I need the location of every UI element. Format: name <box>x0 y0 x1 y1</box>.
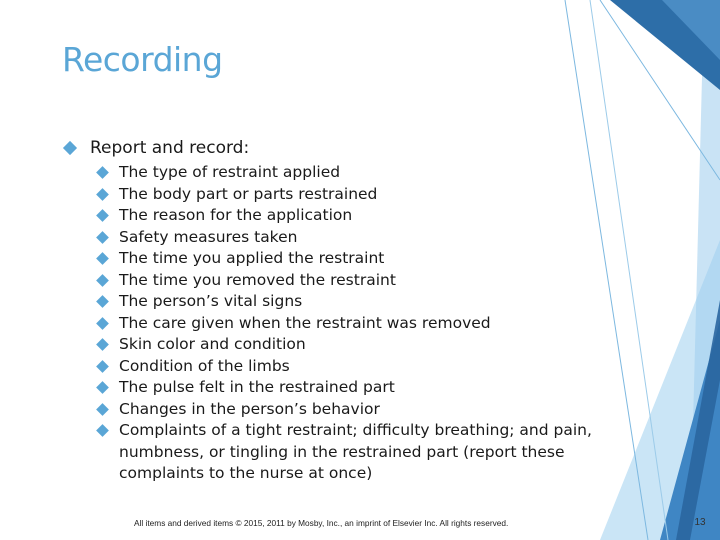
sub-bullet-text: Complaints of a tight restraint; difficulty breathing; and pain, numbness, or tingling in the restrained part (report these complaints to the nurse at once) <box>119 421 592 482</box>
sub-bullet-text: The care given when the restraint was removed <box>119 313 491 332</box>
sub-bullet-text: The reason for the application <box>119 206 353 224</box>
diamond-bullet-icon <box>96 317 109 330</box>
sub-bullet-text: Condition of the limbs <box>119 356 290 375</box>
bullet-list <box>64 136 644 485</box>
sub-bullet <box>64 313 644 335</box>
sub-bullet-text: The type of restraint applied <box>119 163 341 181</box>
sub-bullet-text: The time you removed the restraint <box>119 270 396 289</box>
slide-number: 13 <box>694 517 706 528</box>
sub-bullet-text: The person’s vital signs <box>119 292 303 310</box>
sub-bullet-text: The pulse felt in the restrained part <box>119 378 395 396</box>
sub-bullet <box>64 399 644 421</box>
diamond-bullet-icon <box>96 403 109 416</box>
diamond-bullet-icon <box>63 141 77 155</box>
sub-bullet <box>64 162 644 184</box>
sub-bullet-text: Changes in the person’s behavior <box>119 399 380 418</box>
diamond-bullet-icon <box>96 338 109 351</box>
diamond-bullet-icon <box>96 209 109 222</box>
diamond-bullet-icon <box>96 188 109 201</box>
sub-bullet-list <box>64 162 644 485</box>
sub-bullet <box>64 184 644 206</box>
main-bullet-text: Report and record: <box>90 138 250 158</box>
sub-bullet <box>64 227 644 249</box>
sub-bullet <box>64 356 644 378</box>
sub-bullet <box>64 270 644 292</box>
sub-bullet-text: The body part or parts restrained <box>119 184 378 203</box>
diamond-bullet-icon <box>96 231 109 244</box>
diamond-bullet-icon <box>96 360 109 373</box>
diamond-bullet-icon <box>96 381 109 394</box>
sub-bullet-text: Safety measures taken <box>119 227 298 246</box>
sub-bullet <box>64 205 644 227</box>
diamond-bullet-icon <box>96 252 109 265</box>
diamond-bullet-icon <box>96 424 109 437</box>
diamond-bullet-icon <box>96 295 109 308</box>
sub-bullet <box>64 334 644 356</box>
sub-bullet <box>64 420 644 485</box>
sub-bullet-text: The time you applied the restraint <box>119 249 385 267</box>
sub-bullet-text: Skin color and condition <box>119 335 306 353</box>
diamond-bullet-icon <box>96 166 109 179</box>
slide-title: Recording <box>62 40 223 79</box>
sub-bullet <box>64 291 644 313</box>
sub-bullet <box>64 248 644 270</box>
copyright-footer: All items and derived items © 2015, 2011 by Mosby, Inc., an imprint of Elsevier Inc. All rights reserved. <box>134 518 509 528</box>
sub-bullet <box>64 377 644 399</box>
diamond-bullet-icon <box>96 274 109 287</box>
main-bullet <box>64 136 644 160</box>
